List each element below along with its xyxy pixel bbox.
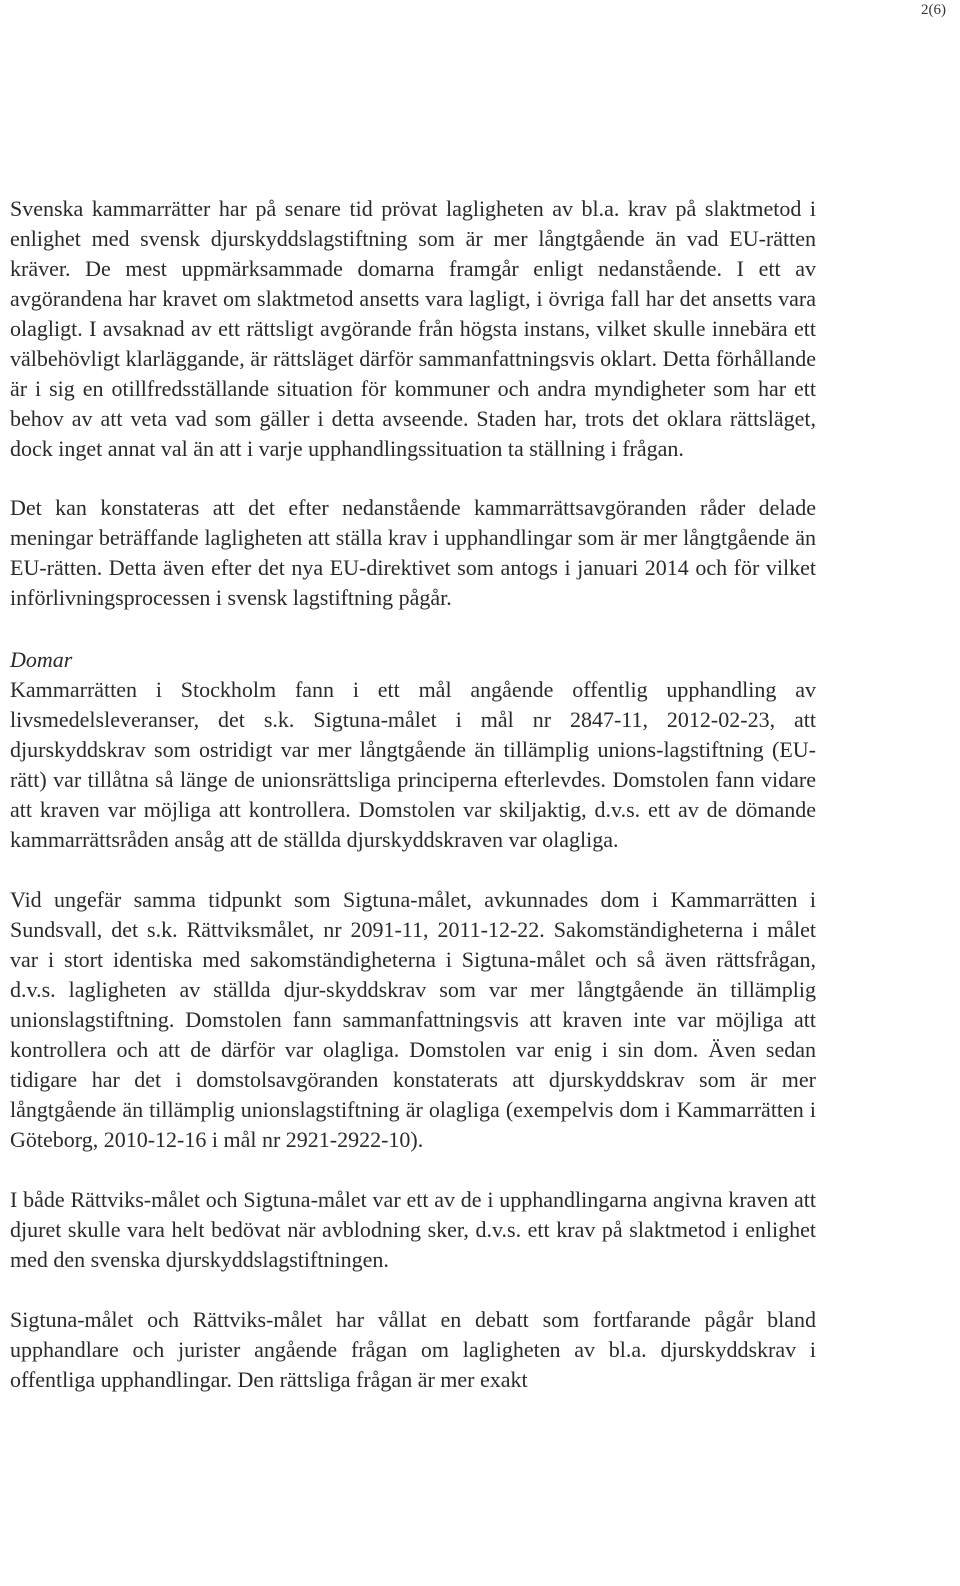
document-body bbox=[10, 194, 816, 1395]
paragraph-intro: Svenska kammarrätter har på senare tid prövat lagligheten av bl.a. krav på slaktmetod i enlighet med svensk djurskyddslagstiftning som är mer långtgående än vad EU-rätten kräver. De mest uppmärksammade domarna framgår enligt nedanstående. I ett av avgörandena har kravet om slaktmetod ansetts vara lagligt, i övriga fall har det ansetts vara olagligt. I avsaknad av ett rättsligt avgörande från högsta instans, vilket skulle innebära ett välbehövligt klarläggande, är rättsläget därför sammanfattningsvis oklart. Detta förhållande är i sig en otillfredsställande situation för kommuner och andra myndigheter som har ett behov av att veta vad som gäller i detta avseende. Staden har, trots det oklara rättsläget, dock inget annat val än att i varje upphandlingssituation ta ställning i frågan. bbox=[10, 196, 816, 461]
paragraph-sigtuna: Kammarrätten i Stockholm fann i ett mål angående offentlig upphandling av livsmedelsleveranser, det s.k. Sigtuna-målet i mål nr 2847-11, 2012-02-23, att djurskyddskrav som ostridigt var mer långtgående än tillämplig unions-lagstiftning (EU-rätt) var tillåtna så länge de unionsrättsliga principerna efterlevdes. Domstolen fann vidare att kraven var möjliga att kontrollera. Domstolen var skiljaktig, d.v.s. ett av de dömande kammarrättsråden ansåg att de ställda djurskyddskraven var olagliga. bbox=[10, 677, 816, 852]
paragraph-both-cases: I både Rättviks-målet och Sigtuna-målet var ett av de i upphandlingarna angivna kraven att djuret skulle vara helt bedövat när avblodning sker, d.v.s. ett krav på slaktmetod i enlighet med den svenska djurskyddslagstiftningen. bbox=[10, 1187, 816, 1272]
page-number: 2(6) bbox=[921, 2, 946, 18]
paragraph-rattvik: Vid ungefär samma tidpunkt som Sigtuna-målet, avkunnades dom i Kammarrätten i Sundsvall, det s.k. Rättviksmålet, nr 2091-11, 2011-12-22. Sakomständigheterna i målet var i stort identiska med sakomständigheterna i Sigtuna-målet och så även rättsfrågan, d.v.s. lagligheten av ställda djur-skyddskrav som var mer långtgående än tillämplig unionslagstiftning. Domstolen fann sammanfattningsvis att kraven inte var möjliga att kontrollera och att de därför var olagliga. Domstolen var enig i sin dom. Även sedan tidigare har det i domstolsavgöranden konstaterats att djurskyddskrav som är mer långtgående än tillämplig unionslagstiftning är olagliga (exempelvis dom i Kammarrätten i Göteborg, 2010-12-16 i mål nr 2921-2922-10). bbox=[10, 887, 816, 1152]
paragraph-debate: Sigtuna-målet och Rättviks-målet har vållat en debatt som fortfarande pågår bland upphandlare och jurister angående frågan om lagligheten av bl.a. djurskyddskrav i offentliga upphandlingar. Den rättsliga frågan är mer exakt bbox=[10, 1307, 816, 1392]
section-heading-domar: Domar bbox=[10, 647, 73, 672]
paragraph-conclusion: Det kan konstateras att det efter nedanstående kammarrättsavgöranden råder delade meningar beträffande lagligheten att ställa krav i upphandlingar som är mer långtgående än EU-rätten. Detta även efter det nya EU-direktivet som antogs i januari 2014 och för vilket införlivningsprocessen i svensk lagstiftning pågår. bbox=[10, 495, 816, 610]
